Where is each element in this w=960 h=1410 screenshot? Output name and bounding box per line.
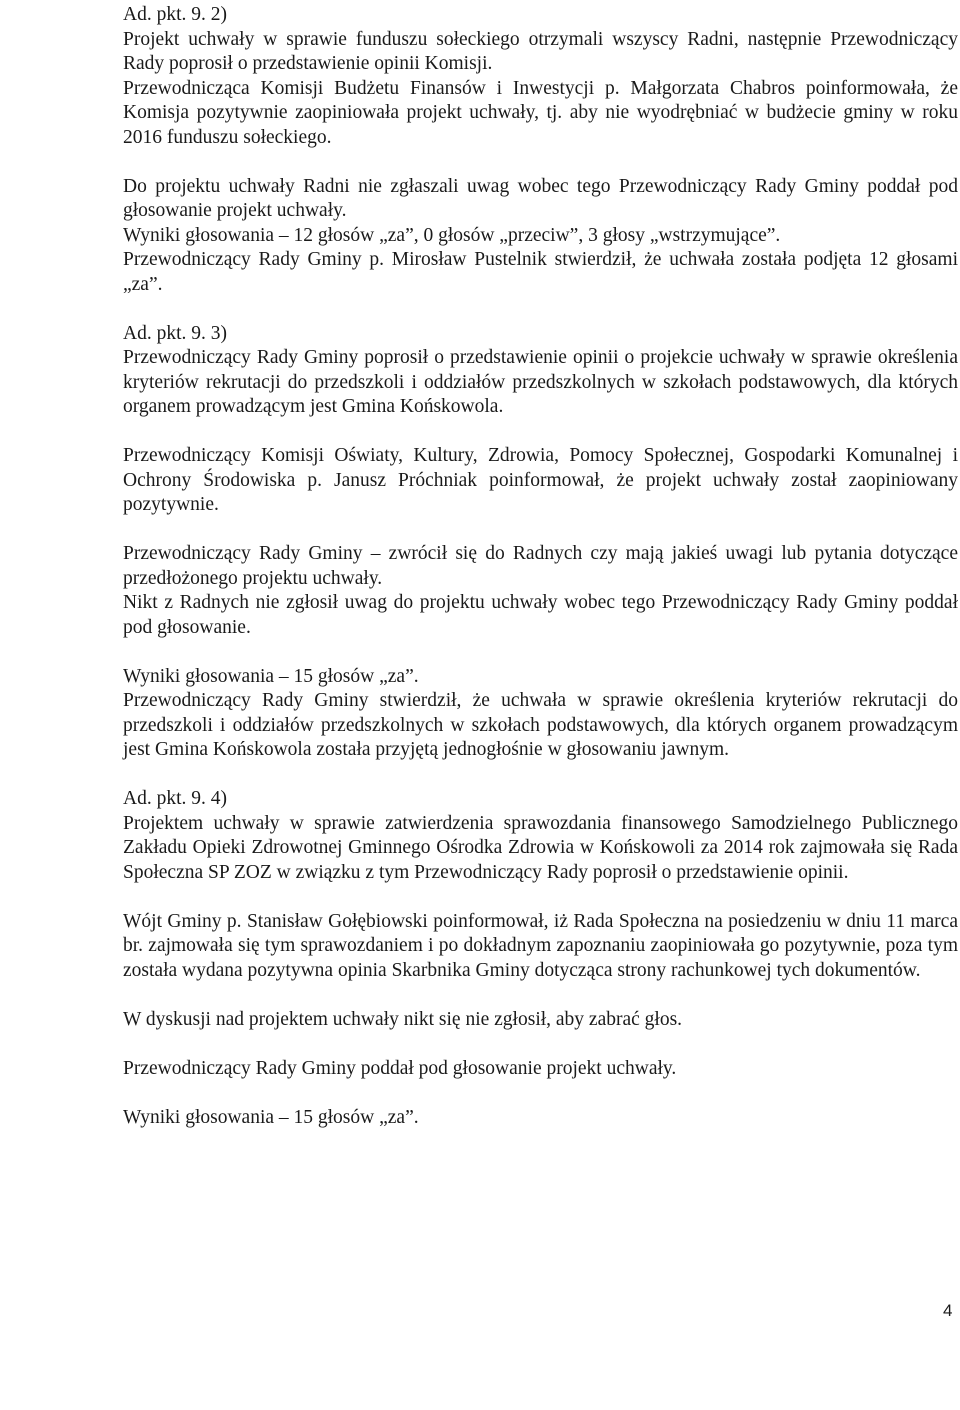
vote-result: Wyniki głosowania – 15 głosów „za”. [123,1106,419,1128]
paragraph-gap [123,518,958,543]
paragraph: Przewodniczący Komisji Oświaty, Kultury, Zdrowia, Pomocy Społecznej, Gospodarki Komunalnej i Ochrony Środowiska p. Janusz Próchniak poinformował, że projekt uchwały został zaopiniowany pozytywnie. [123,445,958,515]
paragraph-gap [123,885,958,910]
paragraph-gap [123,1032,958,1057]
vote-result: Wyniki głosowania – 12 głosów „za”, 0 głosów „przeciw”, 3 głosy „wstrzymujące”. [123,224,781,246]
section-heading: Ad. pkt. 9. 2) [123,4,227,25]
paragraph: Projekt uchwały w sprawie funduszu sołeckiego otrzymali wszyscy Radni, następnie Przewodniczący Rady poprosił o przedstawienie opinii Komisji. [123,28,958,74]
paragraph: Przewodniczący Rady Gminy p. Mirosław Pustelnik stwierdził, że uchwała została podjęta 12 głosami „za”. [123,249,958,295]
paragraph: Przewodniczący Rady Gminy poddał pod głosowanie projekt uchwały. [123,1057,677,1079]
paragraph-gap [123,640,958,665]
paragraph: Wójt Gminy p. Stanisław Gołębiowski poinformował, iż Rada Społeczna na posiedzeniu w dniu 11 marca br. zajmowała się tym sprawozdaniem i po dokładnym zapoznaniu zaopiniowała go pozytywnie, poza tym została wydana pozytywna opinia Skarbnika Gminy dotycząca strony rachunkowej tych dokumentów. [123,910,958,981]
paragraph: Do projektu uchwały Radni nie zgłaszali uwag wobec tego Przewodniczący Rady Gminy poddał pod głosowanie projekt uchwały. [123,175,958,221]
document-body [123,3,958,1130]
paragraph-gap [123,297,958,322]
paragraph: Przewodnicząca Komisji Budżetu Finansów i Inwestycji p. Małgorzata Chabros poinformowała, że Komisja pozytywnie zaopiniowała projekt uchwały, tj. aby nie wyodrębniać w budżecie gminy w roku 2016 funduszu sołeckiego. [123,77,958,148]
paragraph: Przewodniczący Rady Gminy – zwrócił się do Radnych czy mają jakieś uwagi lub pytania dotyczące przedłożonego projektu uchwały. [123,543,958,589]
paragraph: Projektem uchwały w sprawie zatwierdzenia sprawozdania finansowego Samodzielnego Publicznego Zakładu Opieki Zdrowotnej Gminnego Ośrodka Zdrowia w Końskowoli za 2014 rok zajmowała się Rada Społeczna SP ZOZ w związku z tym Przewodniczący Rady poprosił o przedstawienie opinii. [123,812,958,883]
section-heading: Ad. pkt. 9. 3) [123,322,227,344]
paragraph: Przewodniczący Rady Gminy stwierdził, że uchwała w sprawie określenia kryteriów rekrutacji do przedszkoli i oddziałów przedszkolnych w szkołach podstawowych, dla których organem prowadzącym jest Gmina Końskowola została przyjętą jednogłośnie w głosowaniu jawnym. [123,690,958,760]
paragraph: W dyskusji nad projektem uchwały nikt się nie zgłosił, aby zabrać głos. [123,1008,683,1030]
paragraph-gap [123,150,958,175]
paragraph: Nikt z Radnych nie zgłosił uwag do projektu uchwały wobec tego Przewodniczący Rady Gminy poddał pod głosowanie. [123,592,958,638]
paragraph-gap [123,763,958,788]
paragraph-gap [123,420,958,445]
section-heading: Ad. pkt. 9. 4) [123,788,227,809]
paragraph: Przewodniczący Rady Gminy poprosił o przedstawienie opinii o projekcie uchwały w sprawie określenia kryteriów rekrutacji do przedszkoli i oddziałów przedszkolnych w szkołach podstawowych, dla których organem prowadzącym jest Gmina Końskowola. [123,347,958,417]
page-number: 4 [943,1301,953,1320]
vote-result: Wyniki głosowania – 15 głosów „za”. [123,665,419,687]
paragraph-gap [123,1081,958,1106]
paragraph-gap [123,983,958,1008]
